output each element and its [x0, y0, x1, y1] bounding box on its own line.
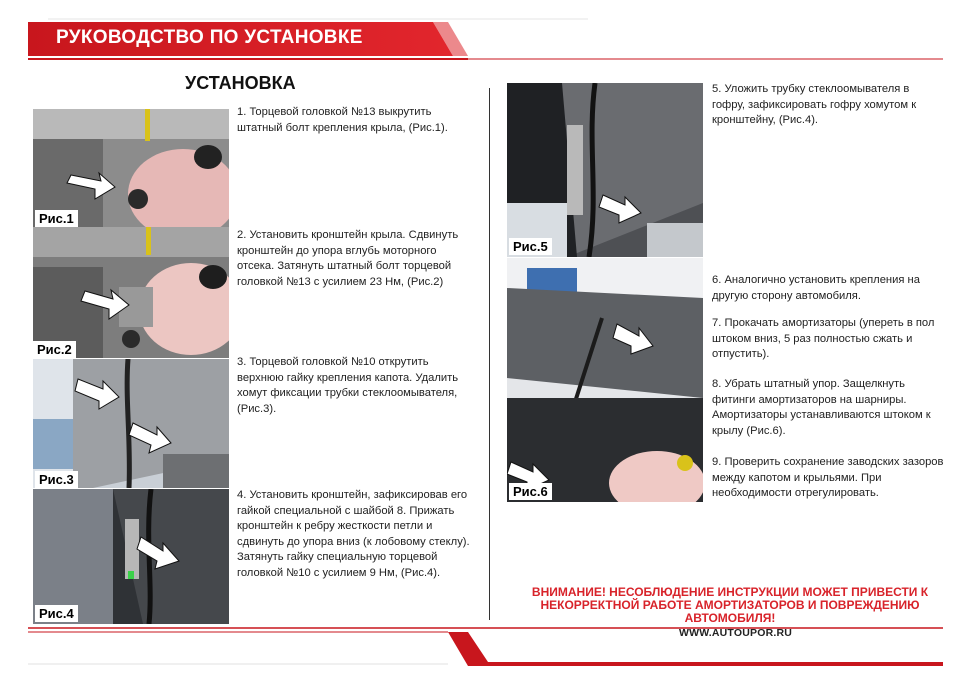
step-6-text: 6. Аналогично установить крепления на другую сторону автомобиля.	[712, 274, 920, 302]
step-1-text: 1. Торцевой головкой №13 выкрутить штатный болт крепления крыла, (Рис.1).	[237, 106, 448, 134]
fig2-label: Рис.2	[33, 341, 76, 358]
step-9-text: 9. Проверить сохранение заводских зазоров между капотом и крыльями. При необходимости отрегулировать.	[712, 456, 944, 499]
column-divider	[489, 88, 490, 620]
fig1-label: Рис.1	[35, 210, 78, 227]
fig2-illustration	[33, 227, 229, 358]
photo-fig1	[33, 109, 229, 227]
fig4-illustration	[33, 489, 229, 624]
fig6-illustration	[507, 258, 703, 502]
fig6-label: Рис.6	[509, 483, 552, 500]
photo-fig5	[507, 83, 703, 257]
footer-banner	[28, 622, 943, 667]
footer-website-link[interactable]: WWW.AUTOUPOR.RU	[679, 627, 793, 639]
step-8-text: 8. Убрать штатный упор. Защелкнуть фитинги амортизаторов на шарниры. Амортизаторы устанавливаются штоком к крылу (Рис.6).	[712, 378, 931, 437]
fig5-illustration	[507, 83, 703, 257]
fig5-label: Рис.5	[509, 238, 552, 255]
warning-line-2: НЕКОРРЕКТНОЙ РАБОТЕ АМОРТИЗАТОРОВ И ПОВРЕЖДЕНИЮ	[540, 598, 920, 612]
photo-fig2	[33, 227, 229, 358]
photo-fig6	[507, 258, 703, 502]
section-title: УСТАНОВКА	[185, 73, 296, 93]
step-2-text: 2. Установить кронштейн крыла. Сдвинуть кронштейн до упора вглубь моторного отсека. Затянуть штатный болт торцевой головкой №13 с усилием 23 Нм, (Рис.2)	[237, 229, 459, 288]
photo-fig3	[33, 359, 229, 488]
fig3-label: Рис.3	[35, 471, 78, 488]
warning-line-1: ВНИМАНИЕ! НЕСОБЛЮДЕНИЕ ИНСТРУКЦИИ МОЖЕТ ПРИВЕСТИ К	[531, 585, 929, 599]
page-title: РУКОВОДСТВО ПО УСТАНОВКЕ	[56, 27, 363, 48]
step-5-text: 5. Уложить трубку стеклоомывателя в гофру, зафиксировать гофру хомутом к кронштейну, (Рис.4).	[712, 83, 917, 126]
warning-line-3: АВТОМОБИЛЯ!	[684, 611, 776, 625]
step-4-text: 4. Установить кронштейн, зафиксировав его гайкой специальной с шайбой 8. Прижать кронштейн к ребру жесткости петли и сдвинуть до упора вниз (к лобовому стеклу). Затянуть гайку специальную торцевой головкой №10 с усилием 9 Нм, (Рис.4).	[237, 489, 470, 579]
step-3-text: 3. Торцевой головкой №10 открутить верхнюю гайку крепления капота. Удалить хомут фиксации трубки стеклоомывателя, (Рис.3).	[237, 356, 459, 415]
photo-fig4	[33, 489, 229, 624]
fig3-illustration	[33, 359, 229, 488]
fig4-label: Рис.4	[35, 605, 78, 622]
warning-notice	[530, 586, 930, 625]
step-7-text: 7. Прокачать амортизаторы (упереть в пол штоком вниз, 5 раз полностью сжать и отпустить).	[712, 317, 935, 360]
